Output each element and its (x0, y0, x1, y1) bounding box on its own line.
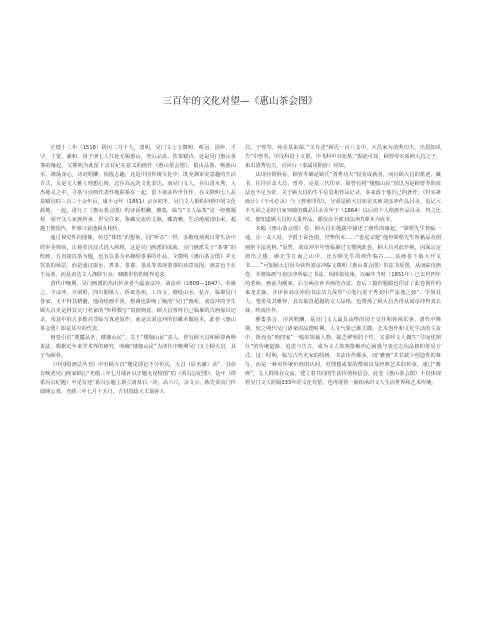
paragraph: 清代中晚期，吴门画派的杰出传承者当属刘彦冲。刘彦冲（1809—1847），名咏之，字彦冲，号梁壑，四川铜梁人，侨寓苏州，工诗文，擅绘山水、花卉，临摹吴门各家，无不得其精髓，他的绘画平淡、格调也影响了晚清“吴门”画苑。刘彦冲的学生顾大昌更是得其吴门名家的“传移模写”贯彻到底。顾大昌曾得自己临摹的古画加以记录，用其中的大多数并非临写真迹原作，而是以刘彦冲的旧藏本做底本。此卷《惠山茶会图》即是其中的代表。 (40, 280, 236, 332)
paragraph: 正德十三年（1518）阴历二月十九，清明，吴门文士文徵明、蔡羽、汤珍、王守、王宠、潘和、汤子朋七人共赴无锡惠山，登山品泉，饮茶赋诗。这是吴门惠山茶事的缘起。文徵明为此留下具有纪实意义的画作《惠山茶会图》，借由品茶，畅游山水，涤荡身心，诗词唱酬，相投志趣，这是中国传统文化中，既充满审美意趣的生活方式，又是文人雅士理想心境，志存高远的文化表达。而吴门文人，在山清水秀，人杰地灵之中，寻茶与诗画代表性地联系在一起，留下诸多传世佳作。在文徵明七人品泉赋诗的三百三十余年后，咸丰元年（1851）京东初冬，吴门文人相约回到中国文化源地，一起，进行了《惠山茶会图》的诗话唱酬。雅集，临写“文人品茶”这一经典题材，展开文人家族传承、世交往来、鉴藏交流的文脉，藏清晰，生动地展现出来，超越王朝迭代，世事兴衰地薪火相传。 (40, 145, 236, 233)
paragraph: 《中国绘画总丛刊》中有顾大昌“题见即记不分传次，大昌（原名墉）录”，书前有晚清吴门画家顾沄“光绪三年七月端补以正题无误绘图”的《希冯公纪图》，是年（谭希冯公纪题）中见有述“希冯公题上新立诸墓石一块，高六尺，余文云，陈先贤真门传郎顾公墓。光绪三年七月十五日，吉封资政大夫翁孙大 (40, 362, 236, 396)
left-text-column (40, 144, 236, 397)
paragraph: 昌、子曾寿、孙亮基来谒。”又有述“顾氏一百八支中，大昌家为清秀功夫，出周知风告”中曾寿，甲戌科进士文堪。中书科中书苑墓。”据此可知，顾曾寿实系顾大昌之子，系出清秀功夫，官风台（秦属凤阳府）同知。 (245, 145, 441, 170)
paragraph: 雅集茶会，诗词唱酬，是吴门文人最具高格的园子交往和休闲乐事。清代中晚期，较之明代吴门诸家的品德时期，人文气象已渐式微，艺术创作和文化生活的主流中，既没有“明四家”一般的领袖人物，缺乏鲜明的个性，又要呼文人偶生“学而优则仕”的传统道路，追思与告古，成为文人墨客排解内心困惑与表达志向品格的常见方式。这一时期，临写古代名家的绘画、书法佳作都多，而“雅画”并非缺少创造性的摹写，而是一种对传统价值的认同，对理想成果的赞颂以及经典艺术的传承。通过“雅画”，文人群体在交流、建立着共同的生活价值和信念。此卷《惠山茶会图》不仅体现着吴门文人时隔333年的文化对望，也再现着一脉相承的文人生活世界和艺术传统。 (245, 316, 441, 387)
right-text-column (245, 144, 441, 388)
paragraph: 从现存资料看，顾曾寿确是顾氏“清秀功夫”较有成就者，而且顾大昌的墨迹，藏书，往往钤盖大昌、曾寿、亮基三代印章，故曾有将“楼伽山民”误以为是顾曾寿的说法也不足为奇。关于顾大昌的生平信息和作品记录，多来源于他自己的著作，《归实斋画计》《不可必录》与《曾斑印印》，分别是顾大昌如见其师刘彦冲作品目录，追记大半天回之见时自家突破的藏品目录及甲子（1864）以后的个人绘画作品目录。得之比对，便知道顾大昌的大量作品，都仅以全部刘彦冲的摹本为底本。 (245, 172, 441, 224)
paragraph: 画卷引首“蕙麓品茗，楼伽山民”。关于“楼伽山民”其人，曾有顾大昌和顾春两种说法，根据近年来学术界的研究，明确“楼伽山民”为清代中晚期吴门文士顾大昌，其子为顾春。 (40, 334, 236, 360)
paragraph: 本幅《惠山茶会图》卷，顾大昌在题跋中描述了画作的缘起，“梁壑先生曾临一通，注一友人处，予抵于说色图，世弊所本……”卷尾又题“他得梁壑先生所藉品及图画胆平法名称。”显然，刘彦冲早年曾临摹过文徵明此卷，顾大昌对此珍视，因深宗定鸿出之感。顾先生江南之山中，还有顾先生的画作临古……其画卷下载大开文书……”可知顾大昌因为获得刘彦冲临文徵明《惠山茶会图》的法书原图，从而临仿画卷，并将临画与刘彦冲所临之书法，相拼接装裱，以编年当时（1851年）已去世四年的老师，画前为刚来，后分两次补齐画的诗意。卷后三篇的题跋也印证了此卷创作的来龙去脉。并评价刘彦冲的书法功力深厚“引笔行墨于秀劲中严流逸之致”，学如其人。笔墨及其雅怀，具有取直超越的文人品格，也赞扬了顾大昌苦得从刘彦冲得其衣钵，终成佳作。 (245, 226, 441, 314)
article-title: 三百年的文化对望—《惠山茶会图》 (162, 96, 318, 107)
paragraph: 通过视觉性的图像，传达“体悟”的想象，同“听音”一样，多维度展现日常生活中的审美体验，让观者沉浸式进入画境，这是吴门画派的成就。吴门画派关于“茶事”的绘画，有直接以茶为题，也有以茶为名描绘茶事的作品，文徵明《惠山茶会图》并无饮茶的场景，而是通过取水、煮茶、茶寮、茶具等表现茶事的诗意氛围，画意也不在于品茶，而是表达文人涤除尘杂，啸傲世俗的境界追求。 (40, 235, 236, 278)
